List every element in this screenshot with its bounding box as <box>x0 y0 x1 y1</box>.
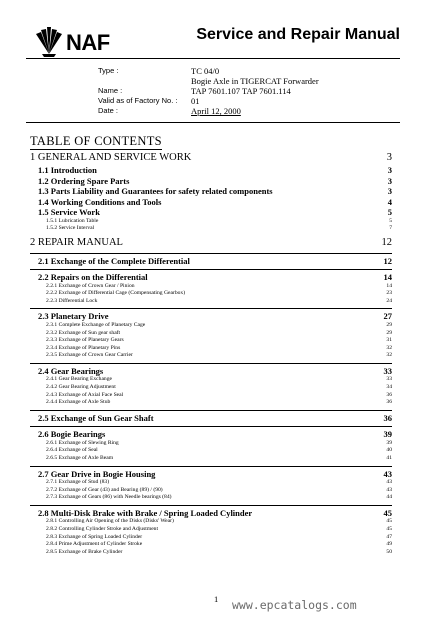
toc-item[interactable] <box>30 218 392 226</box>
toc-entry-page: 24 <box>386 297 392 304</box>
meta-value: Bogie Axle in TIGERCAT Forwarder <box>191 76 319 86</box>
toc-entry-page: 44 <box>386 494 392 501</box>
toc-entry-title: 2.7.1 Exchange of Stud (83) <box>46 479 110 486</box>
toc-entry-title: 1.4 Working Conditions and Tools <box>38 196 162 207</box>
toc-item[interactable] <box>30 518 392 526</box>
toc-item[interactable] <box>30 384 392 392</box>
meta-value: 01 <box>191 96 200 106</box>
toc-item[interactable] <box>30 283 392 291</box>
toc-entry-page: 36 <box>383 412 392 423</box>
toc-item[interactable] <box>30 549 392 557</box>
toc-entry-title: 2 REPAIR MANUAL <box>30 236 123 248</box>
toc-entry-page: 45 <box>386 525 392 532</box>
toc-entry-title: 2.1 Exchange of the Complete Differential <box>38 255 190 266</box>
toc-subsection[interactable] <box>30 269 392 283</box>
toc-entry-title: 2.2 Repairs on the Differential <box>38 272 148 283</box>
metadata-rule <box>26 122 400 123</box>
toc-entry-page: 12 <box>383 255 392 266</box>
toc-entry-title: 2.7 Gear Drive in Bogie Housing <box>38 468 156 479</box>
toc-entry-page: 41 <box>386 455 392 461</box>
toc-entry-title: 2.4.1 Gear Bearing Exchange <box>46 376 113 383</box>
meta-label: Date : <box>98 106 119 115</box>
toc-entry-page: 4 <box>387 196 392 207</box>
toc-item[interactable] <box>30 322 392 330</box>
toc-entry-title: 2.6.1 Exchange of Slewing Ring <box>46 439 119 446</box>
meta-label <box>26 76 191 86</box>
toc-item[interactable] <box>30 479 392 487</box>
toc-entry-page: 33 <box>383 365 392 376</box>
toc-entry-title: 2.8.5 Exchange of Brake Cylinder <box>46 548 123 555</box>
toc-entry-title: 2.4.3 Exchange of Axial Face Seal <box>46 391 124 398</box>
toc-entry-page: 27 <box>383 311 392 322</box>
meta-label: Valid as of Factory No. : <box>98 96 178 105</box>
toc-entry-title: 2.3.5 Exchange of Crown Gear Carrier <box>46 352 133 359</box>
toc-entry-title: 2.2.3 Differential Lock <box>46 297 98 304</box>
toc-entry-page: 12 <box>381 236 392 248</box>
toc-subsection[interactable] <box>30 197 392 208</box>
toc-entry-page: 43 <box>386 486 392 493</box>
toc-entry-title: 1.3 Parts Liability and Guarantees for safety related components <box>38 186 273 196</box>
toc-item[interactable] <box>30 298 392 306</box>
toc-entry-page: 47 <box>386 533 392 540</box>
document-metadata <box>26 66 400 116</box>
document-title: Service and Repair Manual <box>196 26 400 43</box>
meta-row <box>26 66 400 76</box>
toc-entry-title: 2.2.2 Exchange of Differential Cage (Compensating Gearbox) <box>46 290 186 297</box>
toc-item[interactable] <box>30 345 392 353</box>
toc-entry-page: 3 <box>387 186 392 196</box>
toc-entry-page: 43 <box>383 468 392 479</box>
toc-entry-page: 34 <box>386 384 392 391</box>
toc-entry-title: 2.3.1 Complete Exchange of Planetary Cage <box>46 321 146 328</box>
toc-item[interactable] <box>30 392 392 400</box>
toc-entry-page: 36 <box>386 391 392 398</box>
toc-title: TABLE OF CONTENTS <box>30 134 162 148</box>
page-number: 1 <box>214 594 219 604</box>
toc-entry-page: 45 <box>386 518 392 525</box>
toc-entry-title: 2.6.4 Exchange of Seal <box>46 447 98 454</box>
toc-entry-title: 2.8.2 Controlling Cylinder Stroke and Adjustment <box>46 525 159 532</box>
meta-label: Type : <box>98 66 119 75</box>
meta-value: TC 04/0 <box>191 66 220 76</box>
watermark: www.epcatalogs.com <box>232 598 357 612</box>
toc-item[interactable] <box>30 455 392 463</box>
toc-entry-page: 14 <box>386 282 392 289</box>
toc-subsection[interactable] <box>30 466 392 480</box>
toc-entry-title: 2.3.4 Exchange of Planetary Pins <box>46 344 121 351</box>
toc-entry-title: 1.2 Ordering Spare Parts <box>38 175 130 186</box>
toc-entry-title: 2.3.2 Exchange of Sun gear shaft <box>46 329 121 336</box>
toc-entry-page: 43 <box>386 479 392 486</box>
toc-entry-title: 2.6.5 Exchange of Axle Beam <box>46 455 114 461</box>
toc-entry-page: 39 <box>386 439 392 446</box>
toc-entry-page: 45 <box>383 507 392 518</box>
toc-entry-page: 5 <box>387 207 392 217</box>
meta-value: TAP 7601.107 TAP 7601.114 <box>191 86 291 96</box>
toc-entry-page: 23 <box>386 290 392 297</box>
toc-entry-page: 3 <box>387 175 392 186</box>
meta-value: April 12, 2000 <box>191 106 241 116</box>
naf-leaf-logo-icon <box>32 24 66 58</box>
toc-subsection[interactable] <box>30 308 392 322</box>
toc-entry-title: 2.4 Gear Bearings <box>38 365 104 376</box>
table-of-contents <box>30 152 392 559</box>
toc-entry-page: 32 <box>386 344 392 351</box>
toc-entry-title: 1.5 Service Work <box>38 207 100 217</box>
toc-entry-page: 5 <box>389 217 392 224</box>
toc-entry-title: 2.2.1 Exchange of Crown Gear / Pinion <box>46 282 135 289</box>
toc-entry-page: 49 <box>386 541 392 548</box>
toc-item[interactable] <box>30 541 392 549</box>
toc-entry-page: 33 <box>386 376 392 383</box>
toc-subsection[interactable] <box>30 207 392 218</box>
toc-spacer <box>30 556 392 559</box>
toc-entry-page: 14 <box>383 272 392 283</box>
toc-item[interactable] <box>30 399 392 407</box>
toc-subsection[interactable] <box>30 410 392 424</box>
toc-entry-title: 1 GENERAL AND SERVICE WORK <box>30 152 192 163</box>
toc-entry-title: 2.7.3 Exchange of Gears (86) with Needle bearings (84) <box>46 494 172 501</box>
toc-entry-page: 36 <box>386 399 392 406</box>
toc-subsection[interactable] <box>30 165 392 176</box>
toc-entry-title: 2.7.2 Exchange of Gear (43) and Bearing (89) / (90) <box>46 486 163 493</box>
toc-item[interactable] <box>30 376 392 384</box>
toc-subsection[interactable] <box>30 253 392 267</box>
toc-subsection[interactable] <box>30 363 392 377</box>
toc-entry-page: 3 <box>386 152 392 163</box>
toc-entry-page: 31 <box>386 337 392 344</box>
toc-item[interactable] <box>30 225 392 233</box>
toc-entry-page: 29 <box>386 329 392 336</box>
toc-entry-page: 39 <box>383 429 392 440</box>
meta-label: Name : <box>98 86 123 95</box>
toc-entry-title: 2.8.4 Prime Adjustment of Cylinder Stroke <box>46 541 143 548</box>
toc-entry-title: 2.4.2 Gear Bearing Adjustment <box>46 384 116 391</box>
toc-section[interactable] <box>30 152 392 165</box>
toc-item[interactable] <box>30 440 392 448</box>
toc-item[interactable] <box>30 487 392 495</box>
toc-item[interactable] <box>30 526 392 534</box>
toc-entry-page: 3 <box>387 165 392 175</box>
toc-subsection[interactable] <box>30 186 392 197</box>
toc-item[interactable] <box>30 447 392 455</box>
toc-entry-title: 1.1 Introduction <box>38 165 97 175</box>
header-rule <box>26 58 400 59</box>
toc-entry-title: 2.8 Multi-Disk Brake with Brake / Spring Loaded Cylinder <box>38 507 253 518</box>
meta-row <box>26 86 400 96</box>
brand-name: NAF <box>66 30 110 55</box>
toc-subsection[interactable] <box>30 426 392 440</box>
toc-item[interactable] <box>30 494 392 502</box>
meta-row <box>26 106 400 116</box>
toc-entry-page: 40 <box>386 447 392 454</box>
toc-entry-title: 2.5 Exchange of Sun Gear Shaft <box>38 412 154 423</box>
meta-row <box>26 96 400 106</box>
toc-item[interactable] <box>30 290 392 298</box>
toc-item[interactable] <box>30 534 392 542</box>
toc-subsection[interactable] <box>30 176 392 187</box>
toc-item[interactable] <box>30 337 392 345</box>
toc-section[interactable] <box>30 237 392 250</box>
toc-subsection[interactable] <box>30 505 392 519</box>
toc-entry-page: 32 <box>386 352 392 359</box>
toc-entry-title: 2.3 Planetary Drive <box>38 311 109 322</box>
toc-entry-title: 2.8.3 Exchange of Spring Loaded Cylinder <box>46 533 143 540</box>
toc-entry-title: 2.8.1 Controlling Air Opening of the Disks (Disks' Wear) <box>46 518 174 525</box>
toc-entry-page: 50 <box>386 548 392 555</box>
toc-entry-title: 2.4.4 Exchange of Axle Stub <box>46 399 111 406</box>
toc-entry-title: 1.5.1 Lubrication Table <box>46 217 99 224</box>
toc-entry-title: 2.3.3 Exchange of Planetary Gears <box>46 337 124 344</box>
toc-entry-title: 1.5.2 Service Interval <box>46 225 95 232</box>
toc-item[interactable] <box>30 330 392 338</box>
meta-row <box>26 76 400 86</box>
toc-entry-page: 7 <box>389 225 392 232</box>
toc-item[interactable] <box>30 352 392 360</box>
toc-entry-title: 2.6 Bogie Bearings <box>38 429 106 440</box>
toc-entry-page: 29 <box>386 321 392 328</box>
